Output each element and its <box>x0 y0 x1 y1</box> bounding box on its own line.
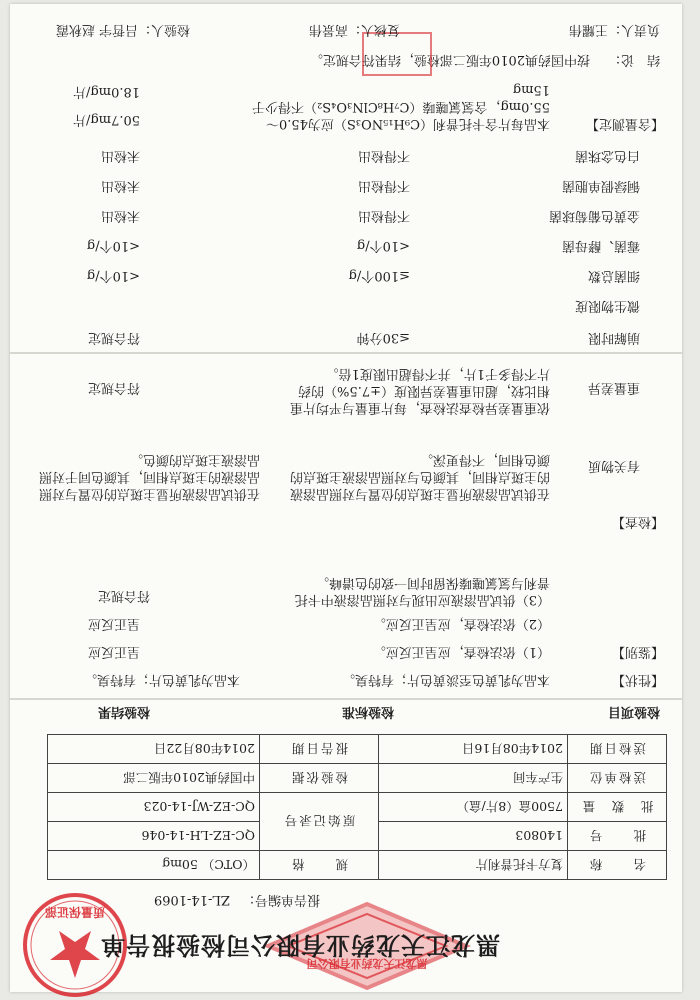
standard-related-substances: 在供试品溶液所显主斑点的位置与对照品溶液的主斑点相同，其颜色与对照品溶液主斑点的颜色相同，不得更深。 <box>289 452 550 501</box>
result-candida: 未检出 <box>100 148 140 163</box>
header-table <box>47 734 667 880</box>
signature-leader: 负责人：王耀伟 <box>568 22 660 37</box>
result-mold-yeast: <10个/g <box>86 238 140 253</box>
item-assay: 【含量测定】 <box>585 116 664 131</box>
item-related-substances: 有关物质 <box>587 458 640 473</box>
item-tests-section: 【检查】 <box>611 514 664 529</box>
header-label: 送检日期 <box>568 735 667 764</box>
item-disintegration: 崩解时限 <box>587 330 640 345</box>
header-label: 原始记录号 <box>260 793 379 851</box>
header-value: （OTC） 50mg <box>48 851 260 880</box>
standard-bacteria-count: ≤100个/g <box>348 268 410 283</box>
standard-disintegration: ≤30分钟 <box>356 330 410 345</box>
conclusion-label: 结 论： <box>607 52 660 67</box>
result-pseudomonas: 未检出 <box>100 178 140 193</box>
header-label: 检验依据 <box>260 764 379 793</box>
signature-reviewer: 复核人：高景伟 <box>308 22 400 37</box>
header-value: 7500盒（8片/盒） <box>379 793 568 822</box>
standard-identification-3: （3）供试品溶液应出现与对照品溶液中卡托普利与氢氯噻嗪保留时间一致的色谱峰。 <box>294 575 550 607</box>
report-number: ZL-14-1069 <box>153 892 230 907</box>
fold-line <box>10 352 682 354</box>
result-bacteria-count: <10个/g <box>86 268 140 283</box>
fold-line <box>10 698 682 700</box>
item-pseudomonas: 铜绿假单胞菌 <box>561 178 640 193</box>
result-disintegration: 符合规定 <box>87 330 140 345</box>
header-label: 名 称 <box>568 851 667 880</box>
header-label: 送检单位 <box>568 764 667 793</box>
standard-appearance: 本品为乳黄色至淡黄色片；有特臭。 <box>341 672 550 687</box>
result-identification-3: 符合规定 <box>97 588 150 603</box>
result-identification-2: 呈正反应 <box>87 616 140 631</box>
standard-mold-yeast: <10个/g <box>356 238 410 253</box>
table-row <box>48 851 667 880</box>
item-weight-variation: 重量差异 <box>587 380 640 395</box>
report-number-label: 报告单编号： <box>241 892 320 907</box>
table-row <box>48 735 667 764</box>
result-identification-1: 呈正反应 <box>87 644 140 659</box>
header-value: 中国药典2010年版二部 <box>48 764 260 793</box>
result-staph-aureus: 未检出 <box>100 208 140 223</box>
standard-identification-2: （2）依法检查，应呈正反应。 <box>372 616 550 631</box>
header-value: 生产车间 <box>379 764 568 793</box>
header-value: 2014年08月16日 <box>379 735 568 764</box>
item-identification: 【鉴别】 <box>611 644 664 659</box>
header-label: 报告日期 <box>260 735 379 764</box>
item-staph-aureus: 金黄色葡萄球菌 <box>548 208 640 223</box>
table-row <box>48 822 667 851</box>
standard-candida: 不得检出 <box>357 148 410 163</box>
table-row <box>48 764 667 793</box>
item-microbial-limit: 微生物限度 <box>574 298 640 313</box>
header-value: QC-EZ-LH-14-046 <box>48 822 260 851</box>
item-candida: 白色念珠菌 <box>574 148 640 163</box>
item-bacteria-count: 细菌总数 <box>587 268 640 283</box>
standard-pseudomonas: 不得检出 <box>357 178 410 193</box>
qc-square-stamp <box>362 32 432 76</box>
header-value: QC-EZ-WJ-14-023 <box>48 793 260 822</box>
report-title: 黑龙江天龙药业有限公司检验报告单 <box>100 931 500 960</box>
result-assay-2: 18.0mg/片 <box>73 84 140 99</box>
standard-staph-aureus: 不得检出 <box>357 208 410 223</box>
company-seal-text: 黑龙江天龙药业有限公司 <box>306 957 428 970</box>
header-label: 批 号 <box>568 822 667 851</box>
signature-checker: 检验人：吕哲宇 赵秋霞 <box>55 22 190 37</box>
header-value: 140803 <box>379 822 568 851</box>
column-header-item: 检验项目 <box>607 704 660 719</box>
item-mold-yeast: 霉菌、酵母菌 <box>561 238 640 253</box>
result-weight-variation: 符合规定 <box>87 380 140 395</box>
standard-weight-variation: 依重量差异检查法检查，每片重量与平均片重相比较，超出重量差异限度（±7.5%）的药片不得多于1片，并不得超出限度1倍。 <box>289 366 550 415</box>
column-header-standard: 检验标准 <box>341 704 394 719</box>
qc-stamp-text: 质量保证部 <box>45 905 106 919</box>
result-related-substances: 在供试品溶液所显主斑点的位置与对照品溶液的主斑点相同，其颜色同于对照品溶液主斑点的颜色。 <box>38 452 260 501</box>
item-appearance: 【性状】 <box>611 672 664 687</box>
column-header-result: 检验结果 <box>97 704 150 719</box>
header-label: 批 数 量 <box>568 793 667 822</box>
header-label: 规 格 <box>260 851 379 880</box>
header-value: 复方卡托普利片 <box>379 851 568 880</box>
header-value: 2014年08月22日 <box>48 735 260 764</box>
conclusion-text: 按中国药典2010年版二部检验，结果符合规定。 <box>309 52 590 67</box>
standard-assay: 本品每片含卡托普利（C₉H₁₅NO₃S）应为45.0～55.0mg，含氢氯噻嗪（C₇H₈ClN₃O₄S₂）不得少于15mg <box>252 82 550 131</box>
result-assay-1: 50.7mg/片 <box>73 112 140 127</box>
standard-identification-1: （1）依法检查，应呈正反应。 <box>372 644 550 659</box>
result-appearance: 本品为乳黄色片；有特臭。 <box>83 672 240 687</box>
